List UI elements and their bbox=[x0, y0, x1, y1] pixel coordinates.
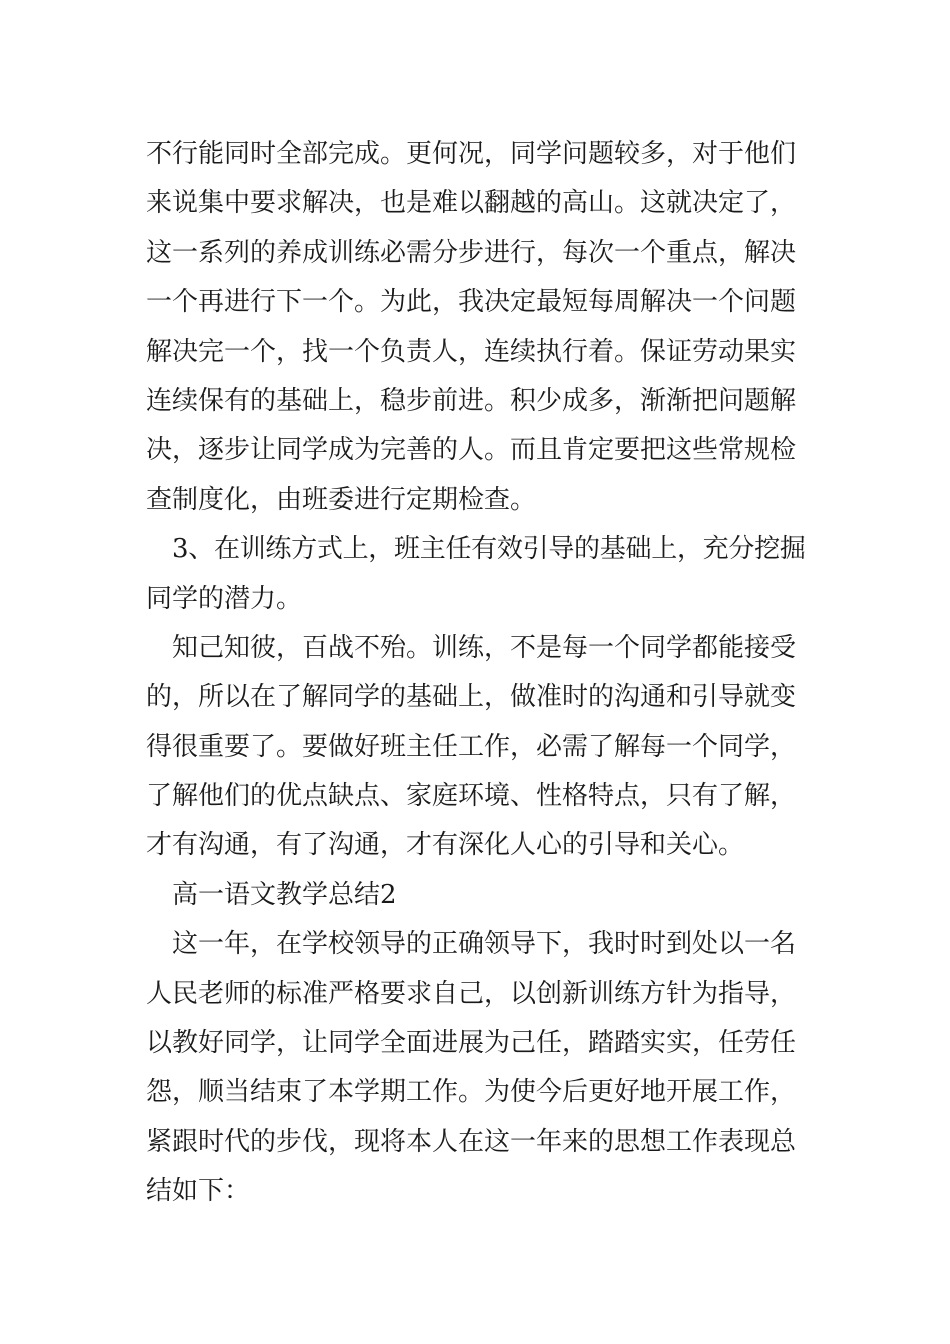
text-line: 来说集中要求解决，也是难以翻越的高山。这就决定了， bbox=[146, 188, 797, 219]
paragraph-first-line: 这一年，在学校领导的正确领导下，我时时到处以一名 bbox=[172, 929, 797, 960]
text-line: 同学的潜力。 bbox=[146, 583, 303, 614]
text-line: 以教好同学，让同学全面进展为己任，踏踏实实，任劳任 bbox=[146, 1028, 797, 1059]
text-line: 人民老师的标准严格要求自己，以创新训练方针为指导， bbox=[146, 978, 797, 1009]
text-line: 才有沟通，有了沟通，才有深化人心的引导和关心。 bbox=[146, 830, 745, 861]
text-line: 这一系列的养成训练必需分步进行，每次一个重点，解决 bbox=[146, 237, 797, 268]
text-line: 的，所以在了解同学的基础上，做准时的沟通和引导就变 bbox=[146, 682, 797, 713]
text-line: 不行能同时全部完成。更何况，同学问题较多，对于他们 bbox=[146, 139, 797, 169]
paragraph-first-line: 知己知彼，百战不殆。训练，不是每一个同学都能接受 bbox=[172, 632, 797, 663]
text-line: 查制度化，由班委进行定期检查。 bbox=[146, 484, 537, 515]
text-line: 了解他们的优点缺点、家庭环境、性格特点，只有了解， bbox=[146, 781, 797, 812]
text-line: 紧跟时代的步伐，现将本人在这一年来的思想工作表现总 bbox=[146, 1126, 797, 1157]
text-line: 得很重要了。要做好班主任工作，必需了解每一个同学， bbox=[146, 731, 797, 762]
document-body bbox=[146, 130, 806, 1217]
paragraph-first-line: 高一语文教学总结2 bbox=[172, 879, 397, 910]
text-line: 连续保有的基础上，稳步前进。积少成多，渐渐把问题解 bbox=[146, 385, 797, 416]
text-line: 怨，顺当结束了本学期工作。为使今后更好地开展工作， bbox=[146, 1077, 797, 1108]
text-lines bbox=[146, 130, 806, 1217]
text-line: 决，逐步让同学成为完善的人。而且肯定要把这些常规检 bbox=[146, 435, 797, 466]
paragraph-first-line: 3、在训练方式上，班主任有效引导的基础上，充分挖掘 bbox=[172, 534, 806, 565]
text-line: 解决完一个，找一个负责人，连续执行着。保证劳动果实 bbox=[146, 336, 797, 367]
text-line: 结如下： bbox=[146, 1176, 251, 1207]
text-line: 一个再进行下一个。为此，我决定最短每周解决一个问题 bbox=[146, 287, 797, 318]
